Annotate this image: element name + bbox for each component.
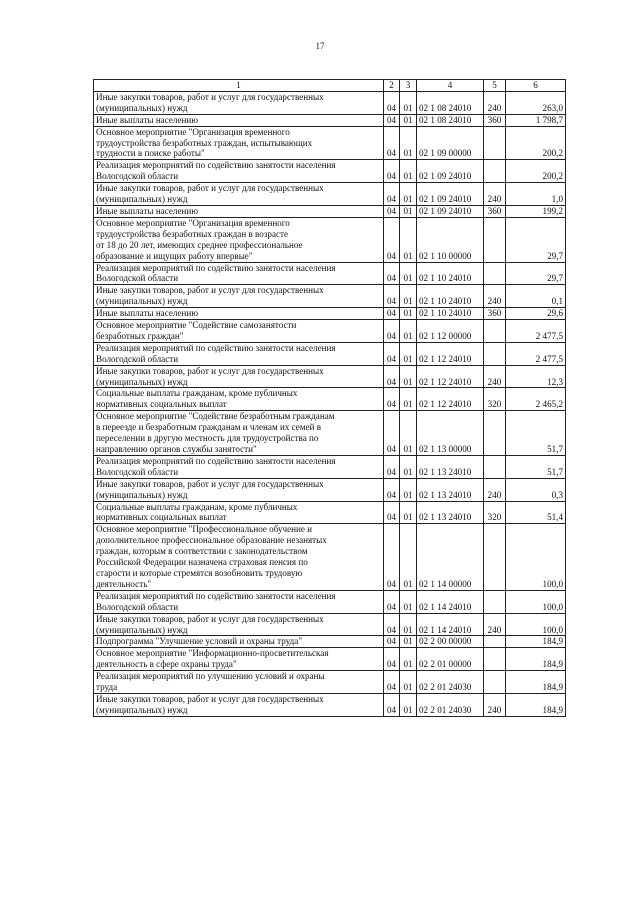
row-amount: 2 477,5: [506, 342, 566, 365]
row-subsection: 01: [400, 636, 417, 648]
row-name: Основное мероприятие "Содействие самозанятости безработных граждан": [94, 320, 384, 343]
row-section: 04: [384, 590, 400, 613]
row-amount: 200,2: [506, 160, 566, 183]
table-row: [94, 262, 566, 285]
row-expense-type: 240: [484, 613, 506, 636]
row-subsection: 01: [400, 524, 417, 590]
row-subsection: 01: [400, 91, 417, 114]
row-target-code: 02 2 01 24030: [417, 693, 484, 716]
row-subsection: 01: [400, 126, 417, 160]
row-subsection: 01: [400, 217, 417, 262]
row-subsection: 01: [400, 501, 417, 524]
row-amount: 184,9: [506, 648, 566, 671]
row-subsection: 01: [400, 648, 417, 671]
table-row: [94, 501, 566, 524]
row-section: 04: [384, 524, 400, 590]
row-amount: 100,0: [506, 590, 566, 613]
row-name: Реализация мероприятий по улучшению условий и охраны труда: [94, 671, 384, 694]
row-expense-type: 240: [484, 183, 506, 206]
row-expense-type: 320: [484, 388, 506, 411]
row-target-code: 02 1 09 24010: [417, 205, 484, 217]
row-amount: 100,0: [506, 613, 566, 636]
row-name: Иные выплаты населению: [94, 205, 384, 217]
row-expense-type: [484, 262, 506, 285]
row-name: Реализация мероприятий по содействию занятости населения Вологодской области: [94, 455, 384, 478]
row-name: Иные закупки товаров, работ и услуг для государственных (муниципальных) нужд: [94, 183, 384, 206]
table-row: [94, 455, 566, 478]
row-amount: 51,7: [506, 455, 566, 478]
row-subsection: 01: [400, 671, 417, 694]
row-subsection: 01: [400, 160, 417, 183]
table-row: [94, 183, 566, 206]
table-row: [94, 388, 566, 411]
row-expense-type: 240: [484, 693, 506, 716]
row-name: Иные закупки товаров, работ и услуг для государственных (муниципальных) нужд: [94, 613, 384, 636]
row-expense-type: [484, 411, 506, 456]
table-row: [94, 205, 566, 217]
header-col-section: 2: [384, 80, 400, 92]
row-name: Реализация мероприятий по содействию занятости населения Вологодской области: [94, 262, 384, 285]
table-row: [94, 285, 566, 308]
row-expense-type: 360: [484, 114, 506, 126]
row-name: Иные закупки товаров, работ и услуг для государственных (муниципальных) нужд: [94, 365, 384, 388]
table-row: [94, 524, 566, 590]
header-col-expense-type: 5: [484, 80, 506, 92]
table-row: [94, 693, 566, 716]
row-target-code: 02 1 13 24010: [417, 478, 484, 501]
row-target-code: 02 1 13 24010: [417, 455, 484, 478]
row-name: Основное мероприятие "Содействие безработным гражданам в переезде и безработным гражданам и членам их семей в переселении в другую местность для трудоустройства по направлению органов службы занятости": [94, 411, 384, 456]
row-amount: 1 798,7: [506, 114, 566, 126]
budget-table: [93, 79, 566, 717]
row-name: Основное мероприятие "Информационно-просветительская деятельность в сфере охраны труда": [94, 648, 384, 671]
row-section: 04: [384, 648, 400, 671]
row-name: Социальные выплаты гражданам, кроме публичных нормативных социальных выплат: [94, 501, 384, 524]
row-target-code: 02 1 12 24010: [417, 388, 484, 411]
row-target-code: 02 1 08 24010: [417, 114, 484, 126]
row-amount: 12,3: [506, 365, 566, 388]
table-row: [94, 648, 566, 671]
row-target-code: 02 1 10 24010: [417, 285, 484, 308]
row-subsection: 01: [400, 308, 417, 320]
row-amount: 0,1: [506, 285, 566, 308]
row-target-code: 02 1 14 24010: [417, 613, 484, 636]
row-target-code: 02 1 13 24010: [417, 501, 484, 524]
row-amount: 29,7: [506, 262, 566, 285]
header-col-name: 1: [94, 80, 384, 92]
row-subsection: 01: [400, 693, 417, 716]
row-section: 04: [384, 217, 400, 262]
table-header-row: [94, 80, 566, 92]
row-target-code: 02 2 00 00000: [417, 636, 484, 648]
row-section: 04: [384, 365, 400, 388]
row-target-code: 02 1 12 00000: [417, 320, 484, 343]
row-expense-type: [484, 636, 506, 648]
row-subsection: 01: [400, 411, 417, 456]
table-row: [94, 636, 566, 648]
row-name: Иные выплаты населению: [94, 114, 384, 126]
row-expense-type: [484, 126, 506, 160]
row-subsection: 01: [400, 365, 417, 388]
header-col-target-code: 4: [417, 80, 484, 92]
row-amount: 199,2: [506, 205, 566, 217]
row-amount: 29,7: [506, 217, 566, 262]
row-subsection: 01: [400, 342, 417, 365]
row-section: 04: [384, 388, 400, 411]
row-target-code: 02 2 01 00000: [417, 648, 484, 671]
row-expense-type: [484, 342, 506, 365]
table-row: [94, 126, 566, 160]
row-name: Основное мероприятие "Профессиональное обучение и дополнительное профессиональное образование незанятых граждан, которым в соответствии с законодательством Российской Федерации назначена страховая пенсия по старости и которые стремятся возобновить трудовую деятельность": [94, 524, 384, 590]
row-name: Реализация мероприятий по содействию занятости населения Вологодской области: [94, 342, 384, 365]
row-subsection: 01: [400, 613, 417, 636]
row-expense-type: [484, 524, 506, 590]
row-section: 04: [384, 455, 400, 478]
row-amount: 51,7: [506, 411, 566, 456]
row-expense-type: [484, 590, 506, 613]
row-name: Реализация мероприятий по содействию занятости населения Вологодской области: [94, 160, 384, 183]
row-section: 04: [384, 613, 400, 636]
row-section: 04: [384, 320, 400, 343]
row-amount: 51,4: [506, 501, 566, 524]
row-section: 04: [384, 114, 400, 126]
row-subsection: 01: [400, 114, 417, 126]
row-amount: 184,9: [506, 693, 566, 716]
row-expense-type: [484, 648, 506, 671]
row-target-code: 02 1 10 00000: [417, 217, 484, 262]
table-row: [94, 217, 566, 262]
row-expense-type: [484, 671, 506, 694]
row-subsection: 01: [400, 455, 417, 478]
table-row: [94, 671, 566, 694]
row-expense-type: [484, 160, 506, 183]
table-body: [94, 91, 566, 716]
row-section: 04: [384, 411, 400, 456]
row-section: 04: [384, 160, 400, 183]
row-name: Иные выплаты населению: [94, 308, 384, 320]
row-amount: 263,0: [506, 91, 566, 114]
row-section: 04: [384, 501, 400, 524]
row-expense-type: 240: [484, 365, 506, 388]
row-amount: 2 477,5: [506, 320, 566, 343]
row-section: 04: [384, 205, 400, 217]
row-section: 04: [384, 693, 400, 716]
row-amount: 0,3: [506, 478, 566, 501]
row-subsection: 01: [400, 388, 417, 411]
row-target-code: 02 2 01 24030: [417, 671, 484, 694]
row-amount: 1,0: [506, 183, 566, 206]
row-subsection: 01: [400, 183, 417, 206]
row-amount: 2 465,2: [506, 388, 566, 411]
row-name: Социальные выплаты гражданам, кроме публичных нормативных социальных выплат: [94, 388, 384, 411]
page-number: 17: [315, 41, 325, 51]
row-section: 04: [384, 636, 400, 648]
row-expense-type: 240: [484, 91, 506, 114]
table-row: [94, 478, 566, 501]
row-section: 04: [384, 308, 400, 320]
row-subsection: 01: [400, 262, 417, 285]
row-section: 04: [384, 478, 400, 501]
row-section: 04: [384, 671, 400, 694]
row-amount: 184,9: [506, 636, 566, 648]
row-name: Основное мероприятие "Организация временного трудоустройства безработных граждан, испытывающих трудности в поиске работы": [94, 126, 384, 160]
row-subsection: 01: [400, 285, 417, 308]
row-name: Иные закупки товаров, работ и услуг для государственных (муниципальных) нужд: [94, 693, 384, 716]
table-row: [94, 114, 566, 126]
table-row: [94, 308, 566, 320]
table-row: [94, 411, 566, 456]
row-target-code: 02 1 14 00000: [417, 524, 484, 590]
row-amount: 184,9: [506, 671, 566, 694]
row-section: 04: [384, 262, 400, 285]
row-target-code: 02 1 14 24010: [417, 590, 484, 613]
row-subsection: 01: [400, 320, 417, 343]
row-name: Реализация мероприятий по содействию занятости населения Вологодской области: [94, 590, 384, 613]
row-name: Иные закупки товаров, работ и услуг для государственных (муниципальных) нужд: [94, 91, 384, 114]
row-target-code: 02 1 13 00000: [417, 411, 484, 456]
table-row: [94, 160, 566, 183]
table-row: [94, 91, 566, 114]
row-target-code: 02 1 09 00000: [417, 126, 484, 160]
table-row: [94, 320, 566, 343]
row-target-code: 02 1 12 24010: [417, 342, 484, 365]
table-row: [94, 613, 566, 636]
row-expense-type: [484, 455, 506, 478]
row-expense-type: [484, 217, 506, 262]
row-section: 04: [384, 285, 400, 308]
table-row: [94, 365, 566, 388]
table-row: [94, 342, 566, 365]
row-expense-type: [484, 320, 506, 343]
row-target-code: 02 1 10 24010: [417, 308, 484, 320]
header-col-amount: 6: [506, 80, 566, 92]
row-amount: 200,2: [506, 126, 566, 160]
row-name: Подпрограмма "Улучшение условий и охраны труда": [94, 636, 384, 648]
row-subsection: 01: [400, 590, 417, 613]
row-section: 04: [384, 342, 400, 365]
row-name: Основное мероприятие "Организация временного трудоустройства безработных граждан в возрасте от 18 до 20 лет, имеющих среднее профессиональное образование и ищущих работу впервые": [94, 217, 384, 262]
row-target-code: 02 1 08 24010: [417, 91, 484, 114]
row-name: Иные закупки товаров, работ и услуг для государственных (муниципальных) нужд: [94, 478, 384, 501]
header-col-subsection: 3: [400, 80, 417, 92]
row-expense-type: 240: [484, 285, 506, 308]
row-name: Иные закупки товаров, работ и услуг для государственных (муниципальных) нужд: [94, 285, 384, 308]
row-amount: 100,0: [506, 524, 566, 590]
row-target-code: 02 1 09 24010: [417, 183, 484, 206]
row-expense-type: 360: [484, 205, 506, 217]
row-target-code: 02 1 12 24010: [417, 365, 484, 388]
table-row: [94, 590, 566, 613]
row-subsection: 01: [400, 478, 417, 501]
row-target-code: 02 1 10 24010: [417, 262, 484, 285]
row-section: 04: [384, 183, 400, 206]
row-subsection: 01: [400, 205, 417, 217]
row-expense-type: 320: [484, 501, 506, 524]
row-expense-type: 360: [484, 308, 506, 320]
row-amount: 29,6: [506, 308, 566, 320]
row-target-code: 02 1 09 24010: [417, 160, 484, 183]
row-expense-type: 240: [484, 478, 506, 501]
row-section: 04: [384, 91, 400, 114]
row-section: 04: [384, 126, 400, 160]
